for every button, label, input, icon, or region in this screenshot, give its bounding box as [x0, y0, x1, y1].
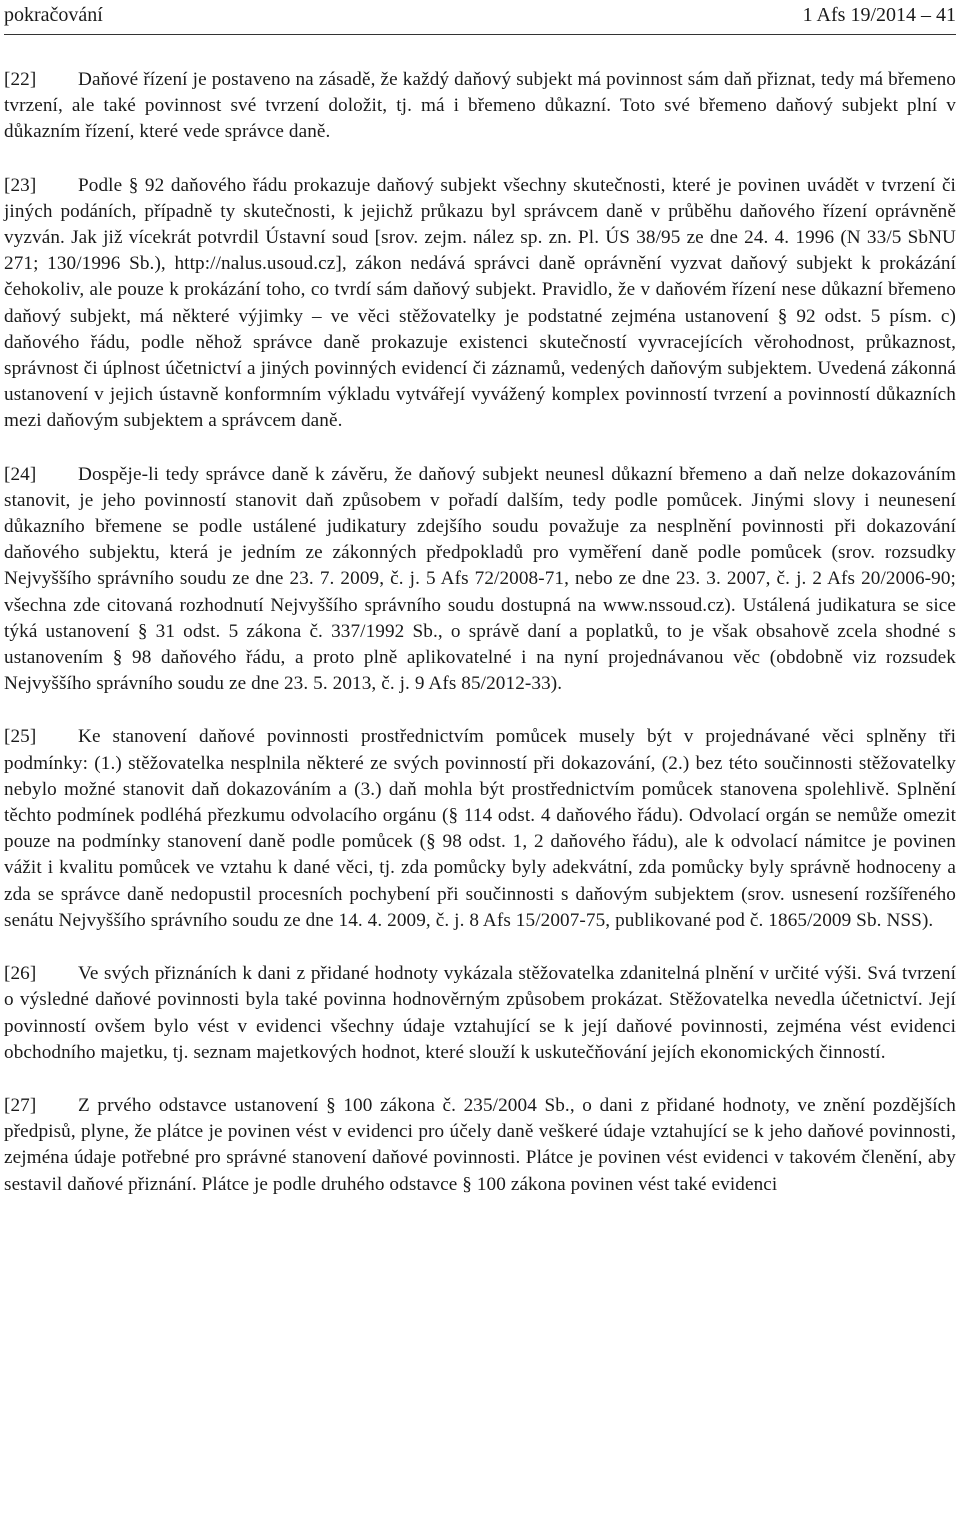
paragraph-number: [27]: [4, 1094, 37, 1116]
paragraph-25: [4, 724, 956, 934]
header-case-number: 1 Afs 19/2014 – 41: [802, 4, 956, 26]
paragraph-26: [4, 961, 956, 1066]
paragraph-22: [4, 67, 956, 146]
paragraph-23: [4, 173, 956, 435]
paragraph-text: Ve svých přiznáních k dani z přidané hodnoty vykázala stěžovatelka zdanitelná plnění v určité výši. Svá tvrzení o výsledné daňové povinnosti byla také povinna hodnověrným způsobem prokázat. Stěžovatelka nevedla účetnictví. Její povinností ovšem bylo vést v evidenci všechny údaje vztahující se k její daňové povinnosti, zejména vést evidenci obchodního majetku, tj. seznam majetkových hodnot, které slouží k uskutečňování jejích ekonomických činností.: [4, 963, 956, 1063]
paragraph-number: [25]: [4, 726, 37, 748]
paragraph-text: Podle § 92 daňového řádu prokazuje daňový subjekt všechny skutečnosti, které je povinen uvádět v tvrzení či jiných podáních, případně ty skutečnosti, k jejichž průkazu byl správcem daně v průběhu daňového řízení oprávněně vyzván. Jak již vícekrát potvrdil Ústavní soud [srov. zejm. nález sp. zn. Pl. ÚS 38/95 ze dne 24. 4. 1996 (N 33/5 SbNU 271; 130/1996 Sb.), http://nalus.usoud.cz], zákon nedává správci daně oprávnění vyzvat daňový subjekt k prokázání čehokoliv, ale pouze k prokázání toho, co tvrdí sám daňový subjekt. Pravidlo, že v daňovém řízení nese důkazní břemeno daňový subjekt, má některé výjimky – ve věci stěžovatelky je podstatné zejména ustanovení § 92 odst. 5 písm. c) daňového řádu, podle něhož správce daně prokazuje existenci skutečností vyvracejících věrohodnost, průkaznost, správnost či úplnost účetnictví a jiných povinných evidencí či záznamů, vedených daňovým subjektem. Uvedená zákonná ustanovení v jejich ústavně konformním výkladu vytvářejí vyvážený komplex povinností tvrzení a povinností důkazních mezi daňovým subjektem a správcem daně.: [4, 174, 956, 432]
paragraph-number: [26]: [4, 963, 37, 985]
paragraph-text: Daňové řízení je postaveno na zásadě, že každý daňový subjekt má povinnost sám daň přiznat, tedy má břemeno tvrzení, ale také povinnost své tvrzení doložit, tj. má i břemeno důkazní. Toto své břemeno daňový subjekt plní v důkazním řízení, které vede správce daně.: [4, 69, 956, 143]
document-page: [4, 0, 956, 1225]
paragraph-24: [4, 462, 956, 698]
paragraph-text: Ke stanovení daňové povinnosti prostřednictvím pomůcek musely být v projednávané věci splněny tři podmínky: (1.) stěžovatelka nesplnila některé ze svých povinností při dokazování, (2.) bez této součinnosti stěžovatelky nebylo možné stanovit daň dokazováním a (3.) daň mohla být prostřednictvím pomůcek stanovena spolehlivě. Splnění těchto podmínek podléhá přezkumu odvolacího orgánu (§ 114 odst. 4 daňového řádu). Odvolací orgán se nemůže omezit pouze na podmínky stanovení daně podle pomůcek (§ 98 odst. 1, 2 daňového řádu), ale k odvolací námitce je povinen vážit i kvalitu pomůcek ve vztahu k dané věci, tj. zda pomůcky byly adekvátní, zda pomůcky byly správně hodnoceny a zda se správce daně nedopustil procesních pochybení při součinnosti s daňovým subjektem (srov. usnesení rozšířeného senátu Nejvyššího správního soudu ze dne 14. 4. 2009, č. j. 8 Afs 15/2007-75, publikované pod č. 1865/2009 Sb. NSS).: [4, 726, 956, 931]
paragraph-number: [22]: [4, 69, 37, 90]
header-rule: [4, 34, 956, 35]
paragraph-number: [23]: [4, 174, 37, 196]
page-header: [4, 0, 956, 34]
paragraph-text: Dospěje-li tedy správce daně k závěru, že daňový subjekt neunesl důkazní břemeno a daň nelze dokazováním stanovit, je jeho povinností stanovit daň způsobem v pořadí dalším, tedy podle pomůcek. Jinými slovy i neunesení důkazního břemene se podle ustálené judikatury zdejšího soudu považuje za nesplnění povinnosti při dokazování daňového subjektu, která je jedním ze zákonných předpokladů pro vyměření daně podle pomůcek (srov. rozsudky Nejvyššího správního soudu ze dne 23. 7. 2009, č. j. 5 Afs 72/2008-71, nebo ze dne 23. 3. 2007, č. j. 2 Afs 20/2006-90; všechna zde citovaná rozhodnutí Nejvyššího správního soudu dostupná na www.nssoud.cz). Ustálená judikatura se sice týká ustanovení § 31 odst. 5 zákona č. 337/1992 Sb., o správě daní a poplatků, to je však obsahově zcela shodné s ustanovením § 98 daňového řádu, a proto plně aplikovatelné i na nyní projednávanou věc (obdobně viz rozsudek Nejvyššího správního soudu ze dne 23. 5. 2013, č. j. 9 Afs 85/2012-33).: [4, 463, 956, 695]
paragraph-number: [24]: [4, 463, 37, 485]
paragraph-27: [4, 1093, 956, 1198]
paragraph-text: Z prvého odstavce ustanovení § 100 zákona č. 235/2004 Sb., o dani z přidané hodnoty, ve znění pozdějších předpisů, plyne, že plátce je povinen vést v evidenci pro účely daně veškeré údaje vztahující se k jeho daňové povinnosti, zejména údaje potřebné pro správné stanovení daňové povinnosti. Plátce je povinen vést evidenci v takovém členění, aby sestavil daňové přiznání. Plátce je podle druhého odstavce § 100 zákona povinen vést také evidenci: [4, 1094, 956, 1195]
header-continuation-label: pokračování: [4, 4, 103, 26]
